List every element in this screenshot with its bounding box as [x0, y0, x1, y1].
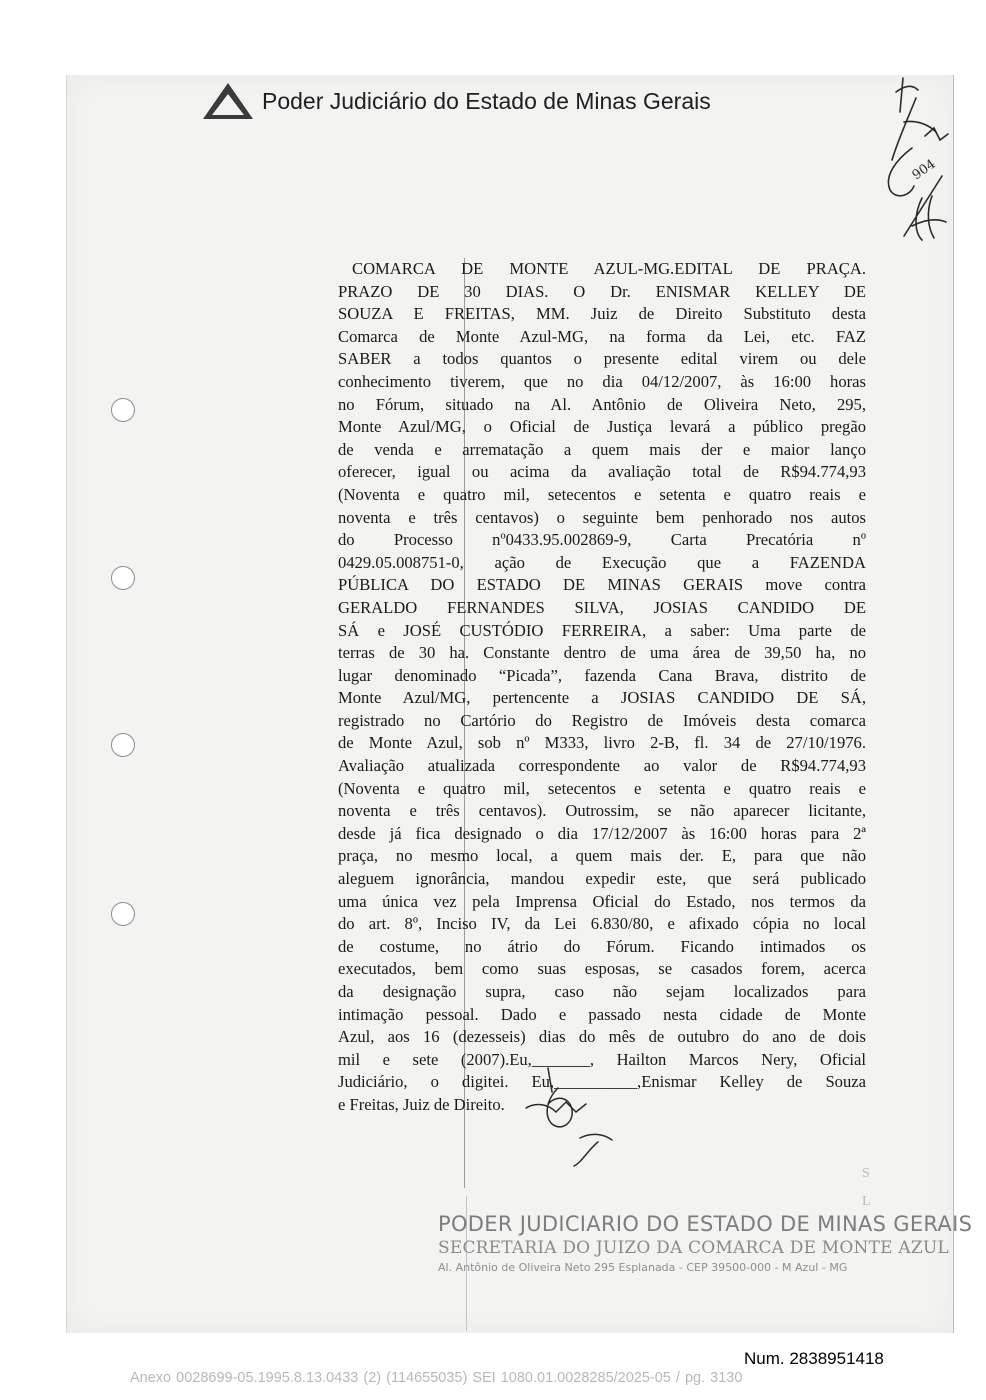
binder-hole	[111, 398, 135, 422]
edict-line: Monte Azul/MG, o Oficial de Justiça levará a público pregão	[338, 417, 866, 437]
edict-line: conhecimento tiverem, que no dia 04/12/2007, às 16:00 horas	[338, 371, 866, 391]
edict-line: SABER a todos quantos o presente edital virem ou dele	[338, 349, 866, 369]
edict-line: Comarca de Monte Azul-MG, na forma da Lei, etc. FAZ	[338, 326, 866, 346]
edict-line: no Fórum, situado na Al. Antônio de Oliveira Neto, 295,	[338, 394, 866, 414]
edict-line: de Monte Azul, sob nº M333, livro 2-B, fl. 34 de 27/10/1976.	[338, 733, 866, 753]
edict-line: 0429.05.008751-0, ação de Execução que a FAZENDA	[338, 552, 866, 572]
stamp-edge-mark: S L	[862, 1166, 871, 1209]
edict-line: praça, no mesmo local, a quem mais der. E, para que não	[338, 846, 866, 866]
edict-line: (Noventa e quatro mil, setecentos e setenta e quatro reais e	[338, 778, 866, 798]
edict-line: PRAZO DE 30 DIAS. O Dr. ENISMAR KELLEY DE	[338, 281, 866, 301]
edict-line: executados, bem como suas esposas, se casados forem, acerca	[338, 959, 866, 979]
edict-line: noventa e três centavos) o seguinte bem penhorado nos autos	[338, 507, 866, 527]
footer-reference: Anexo 0028699-05.1995.8.13.0433 (2) (114655035) SEI 1080.01.0028285/2025-05 / pg. 3130	[130, 1370, 743, 1386]
edict-line: (Noventa e quatro mil, setecentos e setenta e quatro reais e	[338, 484, 866, 504]
edict-line: GERALDO FERNANDES SILVA, JOSIAS CANDIDO DE	[338, 597, 866, 617]
binder-hole	[111, 566, 135, 590]
edict-line: desde já fica designado o dia 17/12/2007 às 16:00 horas para 2ª	[338, 823, 866, 843]
edict-line: aleguem ignorância, mandou expedir este, que será publicado	[338, 869, 866, 889]
stamp-line: SECRETARIA DO JUIZO DA COMARCA DE MONTE AZUL	[438, 1238, 949, 1258]
stamp-address: Al. Antônio de Oliveira Neto 295 Esplanada - CEP 39500-000 - M Azul - MG	[438, 1261, 848, 1274]
edict-line: de venda e arrematação a quem mais der e maior lanço	[338, 439, 866, 459]
edict-line: lugar denominado “Picada”, fazenda Cana Brava, distrito de	[338, 665, 866, 685]
edict-text	[338, 258, 866, 1117]
edict-line: terras de 30 ha. Constante dentro de uma área de 39,50 ha, no	[338, 643, 866, 663]
triangle-emblem-icon	[200, 80, 256, 122]
edict-line: de costume, no átrio do Fórum. Ficando intimados os	[338, 936, 866, 956]
edict-line: oferecer, igual ou acima da avaliação total de R$94.774,93	[338, 462, 866, 482]
letterhead	[200, 80, 840, 124]
edict-line: do art. 8º, Inciso IV, da Lei 6.830/80, e afixado cópia no local	[338, 914, 866, 934]
edict-line: Azul, aos 16 (dezesseis) dias do mês de outubro do ano de dois	[338, 1027, 866, 1047]
document-number: Num. 2838951418	[744, 1349, 884, 1368]
edict-line: PÚBLICA DO ESTADO DE MINAS GERAIS move contra	[338, 575, 866, 595]
edict-line: uma única vez pela Imprensa Oficial do Estado, nos termos da	[338, 891, 866, 911]
edict-line: Monte Azul/MG, pertencente a JOSIAS CANDIDO DE SÁ,	[338, 688, 866, 708]
margin-page-annotation: 904	[909, 156, 939, 184]
edict-line: SÁ e JOSÉ CUSTÓDIO FERREIRA, a saber: Uma parte de	[338, 620, 866, 640]
binder-hole	[111, 733, 135, 757]
edict-line: registrado no Cartório do Registro de Imóveis desta comarca	[338, 710, 866, 730]
edict-line: mil e sete (2007).Eu,_______, Hailton Marcos Nery, Oficial	[338, 1049, 866, 1069]
letterhead-title: Poder Judiciário do Estado de Minas Gerais	[262, 88, 711, 114]
edict-line: noventa e três centavos). Outrossim, se não aparecer licitante,	[338, 801, 866, 821]
edict-line: SOUZA E FREITAS, MM. Juiz de Direito Substituto desta	[338, 304, 866, 324]
binder-hole	[111, 902, 135, 926]
stamp-line: PODER JUDICIARIO DO ESTADO DE MINAS GERAIS	[438, 1212, 973, 1236]
edict-line: COMARCA DE MONTE AZUL-MG.EDITAL DE PRAÇA.	[352, 259, 866, 278]
edict-line: e Freitas, Juiz de Direito.	[338, 1094, 505, 1114]
edict-line: do Processo nº0433.95.002869-9, Carta Precatória nº	[338, 530, 866, 550]
court-stamp	[438, 1212, 973, 1274]
edict-line: da designação supra, caso não sejam localizados para	[338, 982, 866, 1001]
edict-line: intimação pessoal. Dado e passado nesta cidade de Monte	[338, 1004, 866, 1024]
edict-line: Judiciário, o digitei. Eu,__________,Enismar Kelley de Souza	[338, 1072, 866, 1092]
edict-line: Avaliação atualizada correspondente ao valor de R$94.774,93	[338, 756, 866, 776]
